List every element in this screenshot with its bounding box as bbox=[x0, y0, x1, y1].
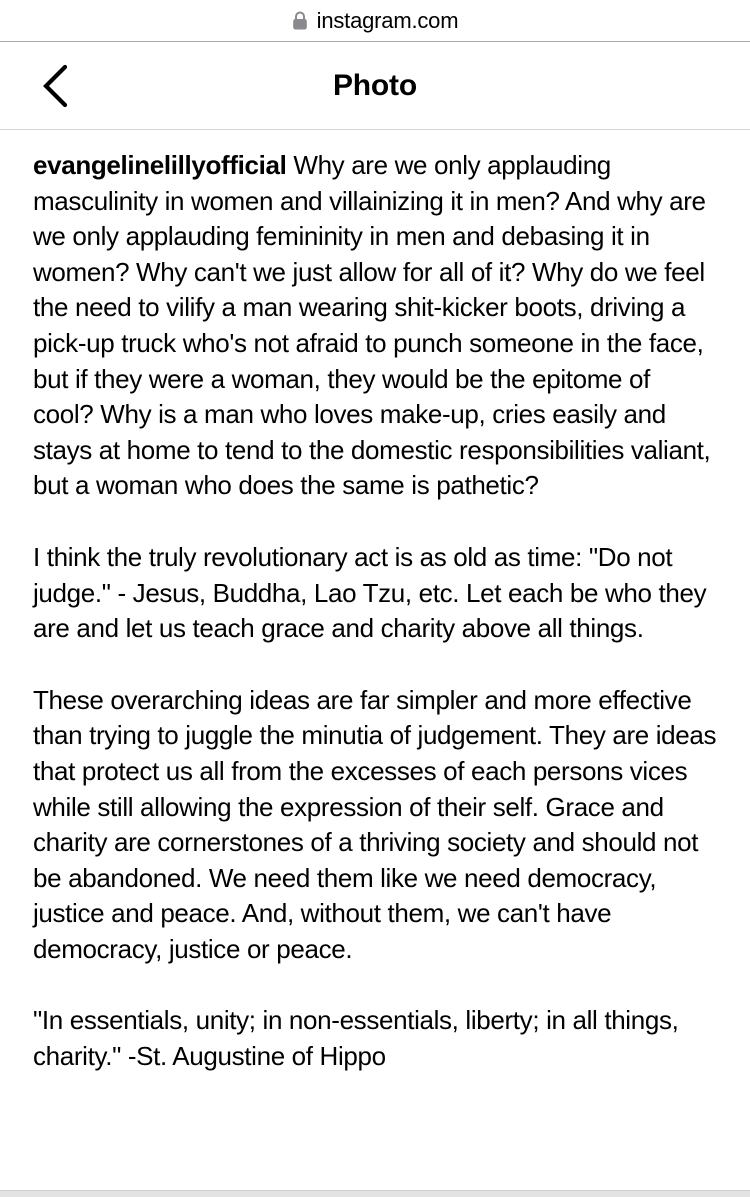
caption-paragraph: These overarching ideas are far simpler and more effective than trying to juggle the minutia of judgement. They are ideas that protect us all from the excesses of each persons vices while still allowing the expression of their self. Grace and charity are cornerstones of a thriving society and should not be abandoned. We need them like we need democracy, justice and peace. And, without them, we can't have democracy, justice or peace. bbox=[33, 684, 717, 964]
post-caption bbox=[0, 130, 750, 1075]
bottom-toolbar-edge bbox=[0, 1190, 750, 1197]
lock-icon bbox=[292, 11, 308, 31]
browser-url-bar[interactable] bbox=[0, 0, 750, 42]
photo-nav-bar bbox=[0, 42, 750, 130]
caption-text: Why are we only applauding masculinity in women and villainizing it in men? And why are we only applauding femininity in men and debasing it in women? Why can't we just allow for all of it? Why do we feel the need to vilify a man wearing shit-kicker boots, driving a pick-up truck who's not afraid to punch someone in the face, but if they were a woman, they would be the epitome of cool? Why is a man who loves make-up, cries easily and stays at home to tend to the domestic responsibilities valiant, but a woman who does the same is pathetic? bbox=[33, 150, 711, 501]
caption-paragraph bbox=[33, 148, 717, 504]
caption-paragraph: I think the truly revolutionary act is as old as time: "Do not judge." - Jesus, Buddha, Lao Tzu, etc. Let each be who they are and let us teach grace and charity above all things. bbox=[33, 541, 707, 644]
page-title: Photo bbox=[333, 68, 417, 102]
post-author-username[interactable]: evangelinelillyofficial bbox=[33, 150, 287, 180]
url-text: instagram.com bbox=[316, 7, 459, 33]
chevron-left-icon bbox=[42, 64, 68, 108]
back-button[interactable] bbox=[42, 63, 70, 109]
caption-paragraph: "In essentials, unity; in non-essentials, liberty; in all things, charity." -St. Augustine of Hippo bbox=[33, 1005, 679, 1072]
